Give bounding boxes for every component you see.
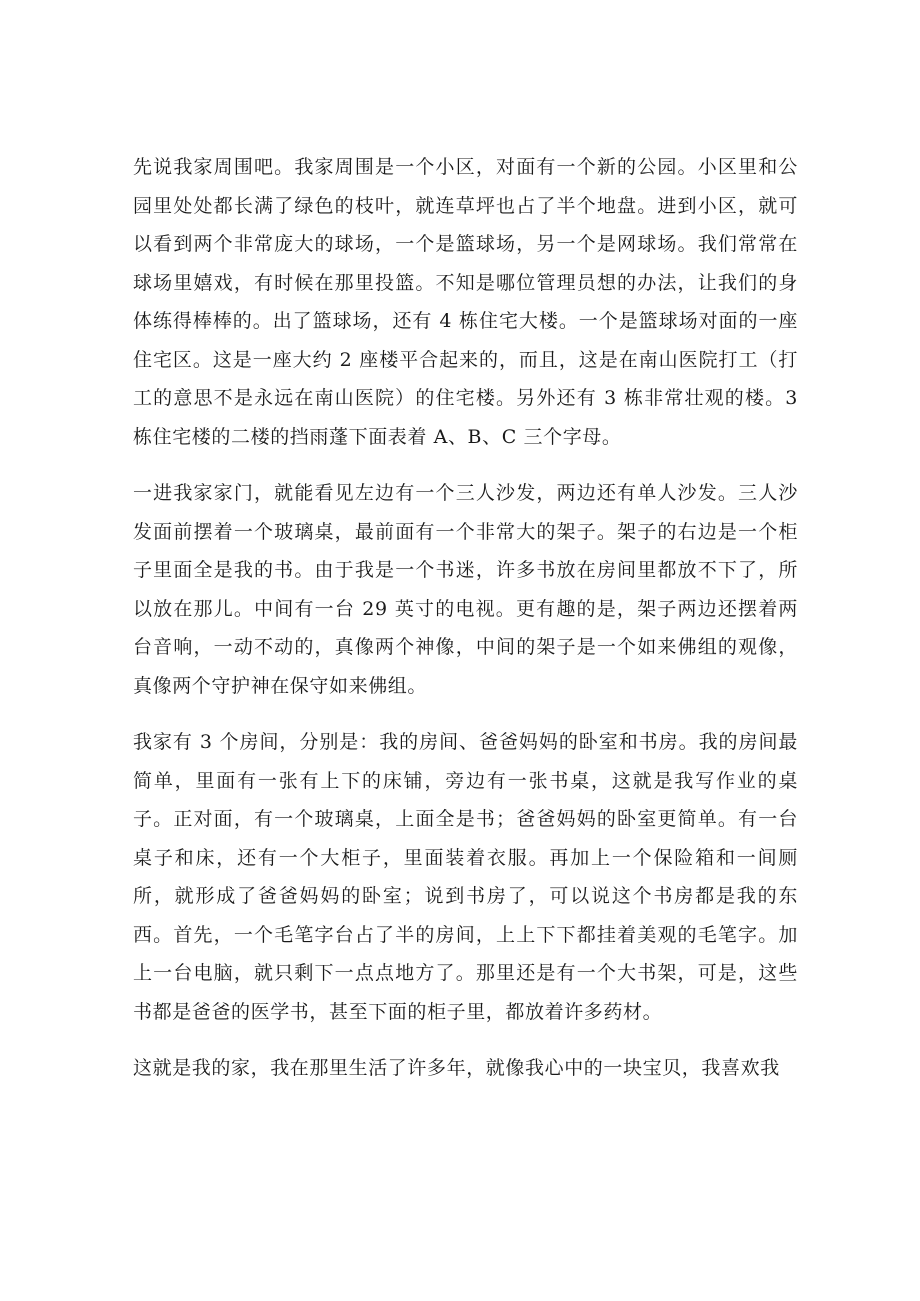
paragraph-surroundings: 先说我家周围吧。我家周围是一个小区，对面有一个新的公园。小区里和公园里处处都长满了绿色的枝叶，就连草坪也占了半个地盘。进到小区，就可以看到两个非常庞大的球场，一个是篮球场，另一个是网球场。我们常常在球场里嬉戏，有时候在那里投篮。不知是哪位管理员想的办法，让我们的身体练得棒棒的。出了篮球场，还有 4 栋住宅大楼。一个是篮球场对面的一座住宅区。这是一座大约 2 座楼平合起来的，而且，这是在南山医院打工（打工的意思不是永远在南山医院）的住宅楼。另外还有 3 栋非常壮观的楼。3 栋住宅楼的二楼的挡雨蓬下面表着 A、B、C 三个字母。 — [133, 156, 798, 448]
paragraph-rooms: 我家有 3 个房间，分别是：我的房间、爸爸妈妈的卧室和书房。我的房间最简单，里面有一张有上下的床铺，旁边有一张书桌，这就是我写作业的桌子。正对面，有一个玻璃桌，上面全是书；爸爸妈妈的卧室更简单。有一台桌子和床，还有一个大柜子，里面装着衣服。再加上一个保险箱和一间厕所，就形成了爸爸妈妈的卧室；说到书房了，可以说这个书房都是我的东西。首先，一个毛笔字台占了半的房间，上上下下都挂着美观的毛笔字。加上一台电脑，就只剩下一点点地方了。那里还是有一个大书架，可是，这些书都是爸爸的医学书，甚至下面的柜子里，都放着许多药材。 — [133, 731, 798, 1023]
document-body — [133, 148, 798, 1106]
paragraph-conclusion: 这就是我的家，我在那里生活了许多年，就像我心中的一块宝贝，我喜欢我 — [133, 1057, 780, 1079]
paragraph-living-room: 一进我家家门，就能看见左边有一个三人沙发，两边还有单人沙发。三人沙发面前摆着一个玻璃桌，最前面有一个非常大的架子。架子的右边是一个柜子里面全是我的书。由于我是一个书迷，许多书放在房间里都放不下了，所以放在那儿。中间有一台 29 英寸的电视。更有趣的是，架子两边还摆着两台音响，一动不动的，真像两个神像，中间的架子是一个如来佛组的观像，真像两个守护神在保守如来佛组。 — [133, 482, 798, 697]
